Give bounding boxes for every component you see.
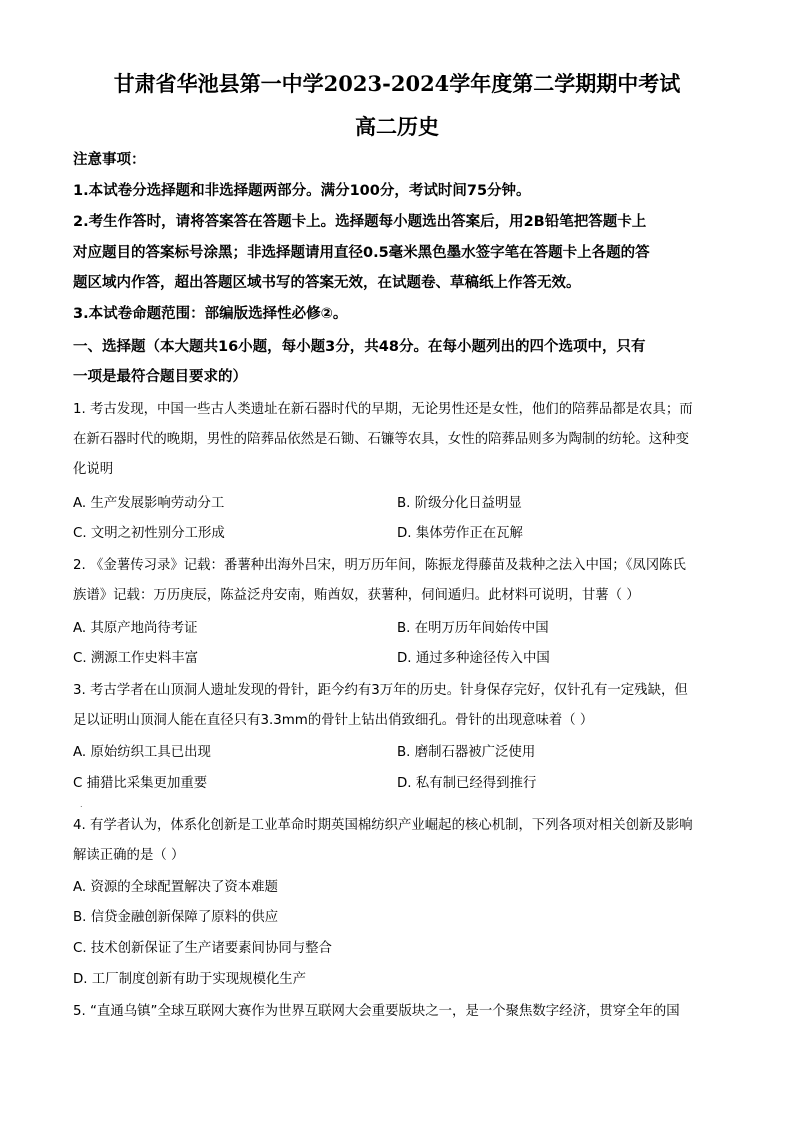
section-heading: 一、选择题（本大题共16小题，每小题3分，共48分。在每小题列出的四个选项中，只有 bbox=[73, 339, 646, 355]
stray-mark: . bbox=[80, 800, 83, 809]
question-text: 在新石器时代的晚期，男性的陪葬品依然是石锄、石镰等农具，女性的陪葬品则多为陶制的纺轮。这种变 bbox=[73, 432, 689, 447]
question-text: 5. “直通乌镇”全球互联网大赛作为世界互联网大会重要版块之一，是一个聚焦数字经济，贯穿全年的国 bbox=[73, 1004, 680, 1019]
question-text: 3. 考古学者在山顶洞人遗址发现的骨针，距今约有3万年的历史。针身保存完好，仅针孔有一定残缺，但 bbox=[73, 683, 688, 698]
option-a: A. 其原产地尚待考证 bbox=[73, 621, 198, 636]
notice-line: 题区域内作答，超出答题区域书写的答案无效，在试题卷、草稿纸上作答无效。 bbox=[73, 275, 581, 291]
option-d: D. 私有制已经得到推行 bbox=[397, 776, 537, 791]
question-text: 足以证明山顶洞人能在直径只有3.3mm的骨针上钻出俏致细孔。骨针的出现意味着（ ） bbox=[73, 713, 594, 728]
question-text: 2. 《金薯传习录》记载：番薯种出海外吕宋，明万历年间，陈振龙得藤苗及栽种之法入中国；《凤冈陈氏 bbox=[73, 558, 686, 573]
question-text: 族谱》记载：万历庚辰，陈益泛舟安南，贿酋奴，获薯种，伺间遁归。此材料可说明，甘薯（ ） bbox=[73, 588, 640, 603]
option-d: D. 通过多种途径传入中国 bbox=[397, 651, 550, 666]
option-d: D. 集体劳作正在瓦解 bbox=[397, 526, 523, 541]
option-b: B. 信贷金融创新保障了原料的供应 bbox=[73, 910, 279, 925]
option-c: C. 溯源工作史料丰富 bbox=[73, 651, 198, 666]
option-c: C 捕猎比采集更加重要 bbox=[73, 776, 208, 791]
option-a: A. 资源的全球配置解决了资本难题 bbox=[73, 880, 278, 895]
option-b: B. 阶级分化日益明显 bbox=[397, 496, 522, 511]
option-a: A. 生产发展影响劳动分工 bbox=[73, 496, 225, 511]
question-text: 1. 考古发现，中国一些古人类遗址在新石器时代的早期，无论男性还是女性，他们的陪葬品都是农具；而 bbox=[73, 402, 693, 417]
exam-title: 甘肃省华池县第一中学2023-2024学年度第二学期期中考试 bbox=[113, 71, 681, 96]
notice-line: 1.本试卷分选择题和非选择题两部分。满分100分，考试时间75分钟。 bbox=[73, 183, 531, 199]
question-text: 解读正确的是（ ） bbox=[73, 848, 185, 863]
option-c: C. 技术创新保证了生产诸要素间协同与整合 bbox=[73, 941, 332, 956]
notice-heading: 注意事项： bbox=[73, 152, 146, 168]
option-d: D. 工厂制度创新有助于实现规模化生产 bbox=[73, 972, 307, 987]
option-b: B. 磨制石器被广泛使用 bbox=[397, 745, 536, 760]
exam-subject: 高二历史 bbox=[355, 114, 439, 139]
notice-line: 3.本试卷命题范围：部编版选择性必修②。 bbox=[73, 306, 348, 322]
option-a: A. 原始纺织工具已出现 bbox=[73, 745, 211, 760]
option-b: B. 在明万历年间始传中国 bbox=[397, 621, 549, 636]
question-text: 4. 有学者认为，体系化创新是工业革命时期英国棉纺织产业崛起的核心机制，下列各项对相关创新及影响 bbox=[73, 818, 693, 833]
question-text: 化说明 bbox=[73, 462, 114, 477]
section-heading: 一项是最符合题目要求的） bbox=[73, 369, 247, 385]
notice-line: 2.考生作答时，请将答案答在答题卡上。选择题每小题选出答案后，用2B铅笔把答题卡上 bbox=[73, 214, 647, 230]
notice-line: 对应题目的答案标号涂黑；非选择题请用直径0.5毫米黑色墨水签字笔在答题卡上各题的答 bbox=[73, 245, 650, 261]
option-c: C. 文明之初性别分工形成 bbox=[73, 526, 225, 541]
